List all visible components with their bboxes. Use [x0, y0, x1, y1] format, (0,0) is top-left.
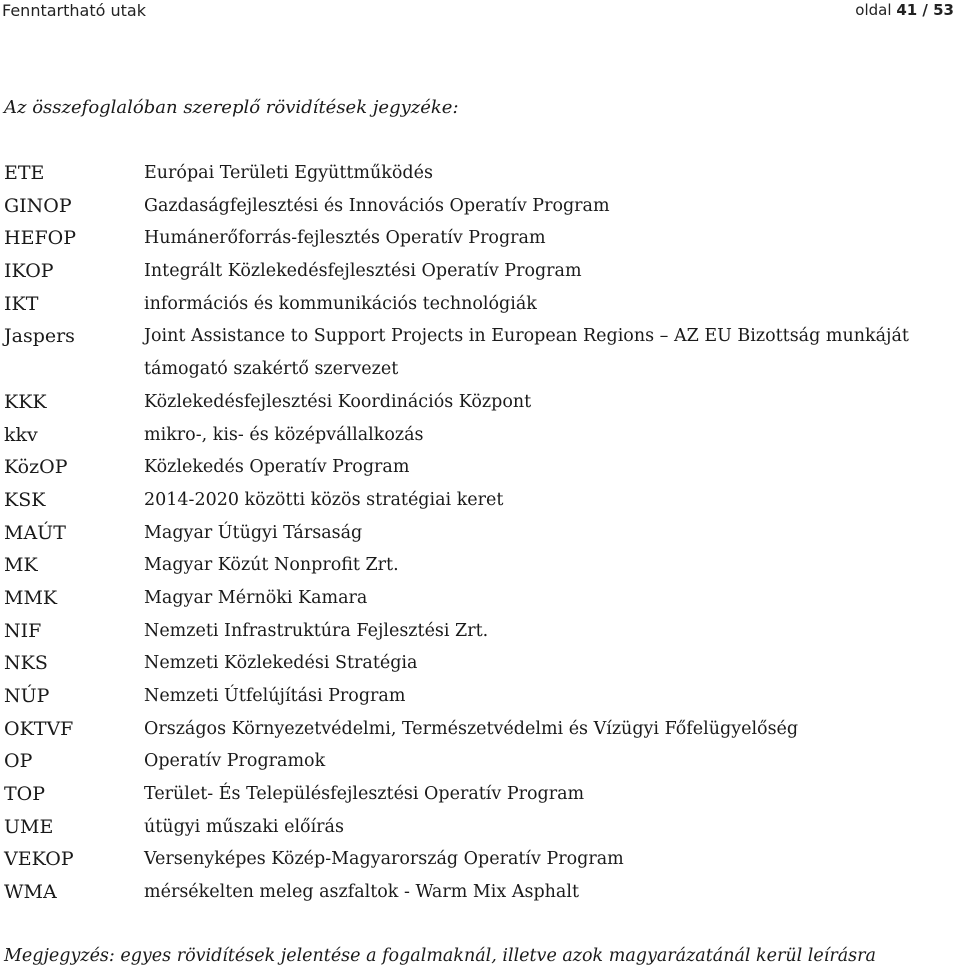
abbreviation-meaning: 2014-2020 közötti közös stratégiai keret	[144, 489, 504, 510]
abbreviation-meaning: Nemzeti Útfelújítási Program	[144, 686, 406, 707]
abbreviation: NIF	[4, 619, 42, 642]
abbreviation-meaning: Humánerőforrás-fejlesztés Operatív Program	[144, 228, 546, 249]
abbreviation-meaning: mikro-, kis- és középvállalkozás	[144, 424, 424, 445]
page-header	[0, 0, 960, 24]
abbreviation: NÚP	[4, 685, 50, 708]
page-total: 53	[933, 1, 954, 19]
abbreviation-meaning: információs és kommunikációs technológiák	[144, 293, 537, 314]
page-prefix: oldal	[855, 1, 892, 19]
abbreviation-meaning: Európai Területi Együttműködés	[144, 163, 433, 183]
abbreviation: GINOP	[4, 194, 72, 217]
abbreviation: VEKOP	[4, 848, 74, 871]
abbreviation-meaning: mérsékelten meleg aszfaltok - Warm Mix Asphalt	[144, 882, 579, 903]
abbreviation: ETE	[4, 162, 45, 184]
list-item	[4, 325, 958, 390]
page-indicator	[855, 1, 954, 19]
abbreviation-meaning: útügyi műszaki előírás	[144, 816, 344, 837]
page-current: 41	[896, 1, 918, 19]
abbreviation-meaning: Magyar Közút Nonprofit Zrt.	[144, 555, 399, 576]
abbreviation-meaning: Közlekedésfejlesztési Koordinációs Központ	[144, 391, 532, 412]
abbreviation-meaning: Magyar Útügyi Társaság	[144, 522, 363, 543]
abbreviation-meaning: Integrált Közlekedésfejlesztési Operatív Program	[144, 261, 582, 282]
abbreviation: OKTVF	[4, 717, 74, 740]
abbreviation: KKK	[4, 390, 47, 413]
footnote: Megjegyzés: egyes rövidítések jelentése a fogalmaknál, illetve azok magyarázatánál kerül leírásra	[4, 946, 876, 966]
abbreviation-meaning: Joint Assistance to Support Projects in European Regions – AZ EU Bizottság munkáját támogató szakértő szervezet	[144, 326, 909, 380]
abbreviation-meaning: Nemzeti Közlekedési Stratégia	[144, 653, 418, 674]
abbreviation-meaning: Magyar Mérnöki Kamara	[144, 587, 368, 608]
abbreviation: WMA	[4, 881, 57, 904]
abbreviation: Jaspers	[4, 325, 75, 348]
abbreviation: MK	[4, 554, 38, 577]
abbreviation: HEFOP	[4, 227, 76, 250]
abbreviation: kkv	[4, 423, 38, 446]
document-title: Fenntartható utak	[2, 1, 146, 20]
abbreviation: IKT	[4, 292, 39, 315]
abbreviation: KSK	[4, 488, 46, 511]
abbreviation-meaning: Versenyképes Közép-Magyarország Operatív Program	[144, 849, 624, 870]
abbreviation: TOP	[4, 783, 46, 806]
abbreviation: MAÚT	[4, 521, 66, 544]
abbreviation: NKS	[4, 652, 48, 675]
list-item	[4, 881, 958, 914]
abbreviation-meaning: Közlekedés Operatív Program	[144, 457, 410, 478]
abbreviation-meaning: Operatív Programok	[144, 751, 326, 772]
abbreviation-meaning: Terület- És Településfejlesztési Operatív Program	[144, 784, 585, 805]
abbreviation-list	[4, 162, 958, 914]
abbreviation: KözOP	[4, 456, 68, 479]
abbreviation: MMK	[4, 586, 58, 609]
abbreviation: OP	[4, 750, 33, 773]
abbreviation-meaning: Nemzeti Infrastruktúra Fejlesztési Zrt.	[144, 620, 489, 641]
abbreviation: UME	[4, 815, 54, 838]
abbreviation-meaning: Gazdaságfejlesztési és Innovációs Operatív Program	[144, 195, 610, 216]
page-separator: /	[917, 1, 934, 19]
section-heading: Az összefoglalóban szereplő rövidítések jegyzéke:	[4, 97, 459, 118]
abbreviation: IKOP	[4, 260, 54, 283]
abbreviation-meaning: Országos Környezetvédelmi, Természetvédelmi és Vízügyi Főfelügyelőség	[144, 718, 799, 739]
